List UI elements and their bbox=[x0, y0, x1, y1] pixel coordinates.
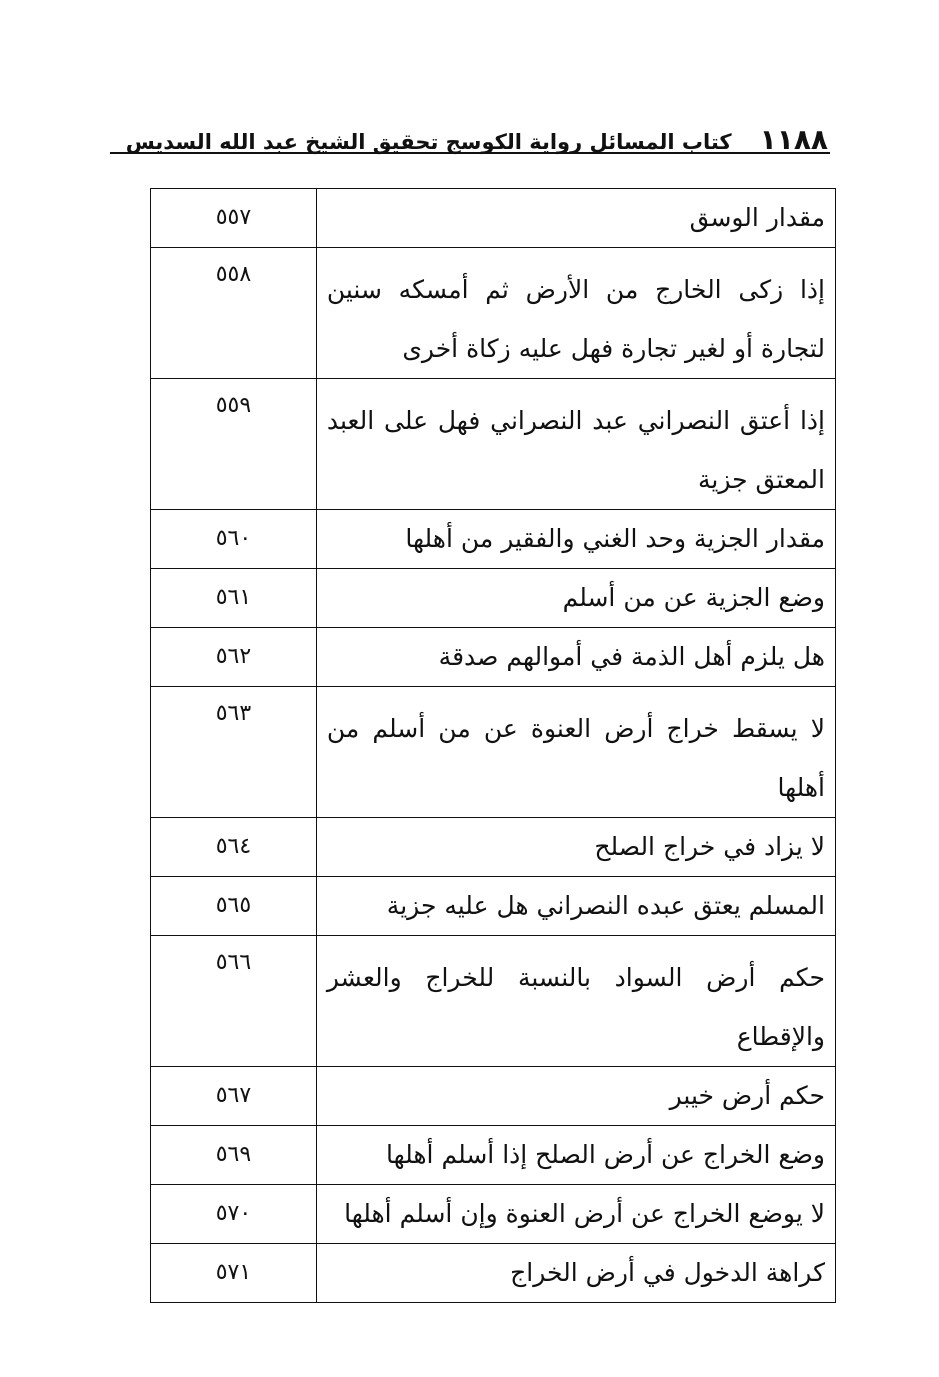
topic-cell: لا يوضع الخراج عن أرض العنوة وإن أسلم أهلها bbox=[316, 1185, 835, 1244]
issue-number-cell: ٥٦١ bbox=[151, 569, 317, 628]
topic-cell: حكم أرض خيبر bbox=[316, 1067, 835, 1126]
topic-cell: كراهة الدخول في أرض الخراج bbox=[316, 1244, 835, 1303]
topic-cell: وضع الخراج عن أرض الصلح إذا أسلم أهلها bbox=[316, 1126, 835, 1185]
book-title: كتاب المسائل رواية الكوسج تحقيق الشيخ عبد الله السديس bbox=[125, 129, 732, 154]
issue-number-cell: ٥٦٠ bbox=[151, 510, 317, 569]
table-row bbox=[151, 936, 836, 1067]
table-row bbox=[151, 379, 836, 510]
table-row bbox=[151, 1244, 836, 1303]
issue-number-cell: ٥٦٧ bbox=[151, 1067, 317, 1126]
issue-number-cell: ٥٥٧ bbox=[151, 189, 317, 248]
page-number: ١١٨٨ bbox=[759, 123, 828, 156]
issue-number-cell: ٥٦٥ bbox=[151, 877, 317, 936]
issue-number-cell: ٥٦٩ bbox=[151, 1126, 317, 1185]
table-row bbox=[151, 628, 836, 687]
table-row bbox=[151, 877, 836, 936]
table-row bbox=[151, 510, 836, 569]
issue-number-cell: ٥٦٤ bbox=[151, 818, 317, 877]
running-header bbox=[110, 108, 828, 154]
issue-number-cell: ٥٦٦ bbox=[151, 936, 317, 1067]
topic-cell: هل يلزم أهل الذمة في أموالهم صدقة bbox=[316, 628, 835, 687]
topic-cell: مقدار الجزية وحد الغني والفقير من أهلها bbox=[316, 510, 835, 569]
table-row bbox=[151, 1067, 836, 1126]
issue-number-cell: ٥٥٩ bbox=[151, 379, 317, 510]
table-row bbox=[151, 1185, 836, 1244]
topic-cell: لا يسقط خراج أرض العنوة عن من أسلم من أهلها bbox=[316, 687, 835, 818]
issue-number-cell: ٥٥٨ bbox=[151, 248, 317, 379]
issue-number-cell: ٥٦٣ bbox=[151, 687, 317, 818]
topic-cell: المسلم يعتق عبده النصراني هل عليه جزية bbox=[316, 877, 835, 936]
index-table bbox=[150, 188, 836, 1303]
issue-number-cell: ٥٧١ bbox=[151, 1244, 317, 1303]
table-row bbox=[151, 248, 836, 379]
table-row bbox=[151, 1126, 836, 1185]
header-rule bbox=[110, 152, 830, 154]
topic-cell: مقدار الوسق bbox=[316, 189, 835, 248]
topic-cell: إذا أعتق النصراني عبد النصراني فهل على العبد المعتق جزية bbox=[316, 379, 835, 510]
topic-cell: إذا زكى الخارج من الأرض ثم أمسكه سنين لتجارة أو لغير تجارة فهل عليه زكاة أخرى bbox=[316, 248, 835, 379]
table-row bbox=[151, 818, 836, 877]
table-row bbox=[151, 569, 836, 628]
topic-cell: وضع الجزية عن من أسلم bbox=[316, 569, 835, 628]
table-row bbox=[151, 687, 836, 818]
topic-cell: لا يزاد في خراج الصلح bbox=[316, 818, 835, 877]
table-row bbox=[151, 189, 836, 248]
issue-number-cell: ٥٦٢ bbox=[151, 628, 317, 687]
topic-cell: حكم أرض السواد بالنسبة للخراج والعشر والإقطاع bbox=[316, 936, 835, 1067]
issue-number-cell: ٥٧٠ bbox=[151, 1185, 317, 1244]
